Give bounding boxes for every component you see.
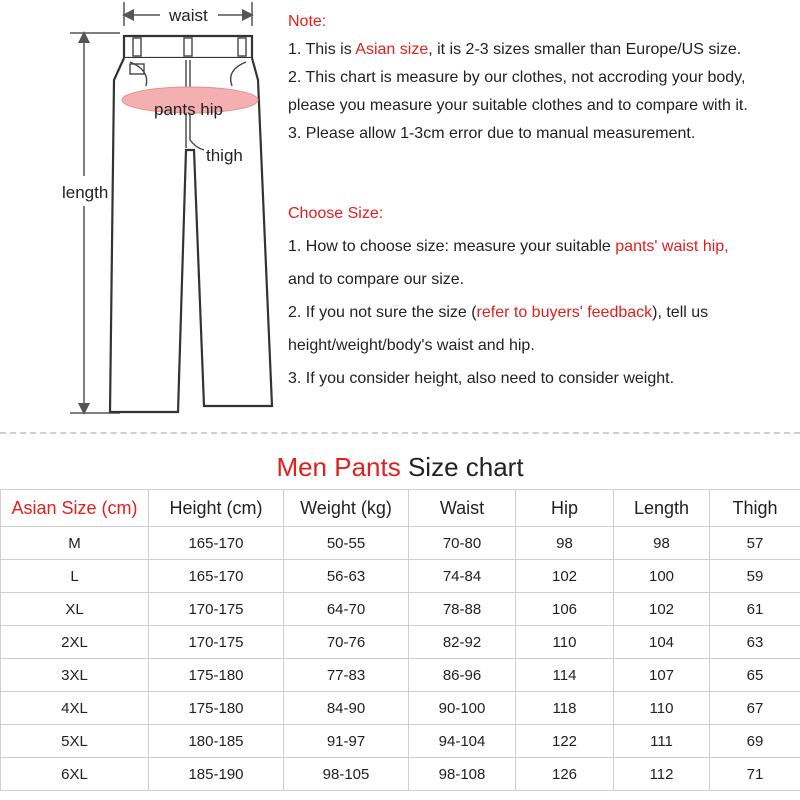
choose-line-1-highlight: pants' waist hip, — [615, 238, 729, 255]
note-line-1-text: 1. This is — [288, 41, 356, 58]
table-row — [1, 758, 800, 791]
table-cell: 69 — [710, 725, 800, 758]
table-cell: 102 — [516, 560, 614, 593]
note-title: Note: — [288, 13, 327, 30]
table-cell: 107 — [614, 659, 710, 692]
table-cell: 3XL — [1, 659, 149, 692]
header-cell: Length — [614, 490, 710, 527]
table-row — [1, 626, 800, 659]
note-line-2: 2. This chart is measure by our clothes, not accroding your body, — [288, 69, 746, 86]
table-cell: 64-70 — [284, 593, 409, 626]
table-cell: 82-92 — [409, 626, 516, 659]
section-divider — [0, 432, 800, 434]
header-cell: Asian Size (cm) — [1, 490, 149, 527]
note-line-1 — [288, 42, 741, 58]
table-cell: 170-175 — [149, 593, 284, 626]
size-chart-table — [0, 489, 800, 791]
pants-hip-label: pants hip — [154, 100, 223, 119]
choose-line-1-text: 1. How to choose size: measure your suitable — [288, 238, 616, 255]
table-row — [1, 527, 800, 560]
table-row — [1, 725, 800, 758]
table-cell: 57 — [710, 527, 800, 560]
table-cell: 106 — [516, 593, 614, 626]
table-cell: 50-55 — [284, 527, 409, 560]
table-cell: 78-88 — [409, 593, 516, 626]
pants-diagram — [0, 0, 280, 430]
table-title — [0, 452, 800, 483]
header-cell: Height (cm) — [149, 490, 284, 527]
waist-label: waist — [169, 6, 208, 25]
table-cell: 94-104 — [409, 725, 516, 758]
table-cell: 67 — [710, 692, 800, 725]
table-cell: 86-96 — [409, 659, 516, 692]
header-cell: Hip — [516, 490, 614, 527]
table-row — [1, 692, 800, 725]
table-cell: 98-108 — [409, 758, 516, 791]
table-cell: 5XL — [1, 725, 149, 758]
choose-line-3 — [288, 305, 708, 321]
table-cell: 59 — [710, 560, 800, 593]
choose-line-3-highlight: refer to buyers' feedback — [476, 304, 653, 321]
choose-line-4: height/weight/body's waist and hip. — [288, 337, 535, 354]
table-cell: 4XL — [1, 692, 149, 725]
table-cell: 63 — [710, 626, 800, 659]
table-cell: 70-80 — [409, 527, 516, 560]
table-cell: 61 — [710, 593, 800, 626]
table-cell: 118 — [516, 692, 614, 725]
table-cell: 165-170 — [149, 527, 284, 560]
table-cell: 70-76 — [284, 626, 409, 659]
table-cell: 90-100 — [409, 692, 516, 725]
table-header-row — [1, 490, 800, 527]
table-cell: 110 — [516, 626, 614, 659]
table-cell: M — [1, 527, 149, 560]
table-cell: 170-175 — [149, 626, 284, 659]
table-cell: 71 — [710, 758, 800, 791]
table-row — [1, 659, 800, 692]
choose-line-5: 3. If you consider height, also need to consider weight. — [288, 370, 675, 387]
table-cell: 100 — [614, 560, 710, 593]
table-cell: 126 — [516, 758, 614, 791]
length-label: length — [62, 183, 109, 202]
table-cell: 112 — [614, 758, 710, 791]
table-cell: L — [1, 560, 149, 593]
pants-outline-graphic — [0, 0, 280, 430]
table-cell: 104 — [614, 626, 710, 659]
note-line-1-highlight: Asian size — [355, 41, 429, 58]
table-cell: 122 — [516, 725, 614, 758]
table-cell: 84-90 — [284, 692, 409, 725]
header-cell: Waist — [409, 490, 516, 527]
table-cell: 2XL — [1, 626, 149, 659]
table-cell: 98-105 — [284, 758, 409, 791]
thigh-label: thigh — [206, 146, 243, 165]
choose-line-2: and to compare our size. — [288, 271, 465, 288]
note-line-1-text-end: , it is 2-3 sizes smaller than Europe/US size. — [428, 41, 742, 58]
table-cell: 180-185 — [149, 725, 284, 758]
table-cell: 98 — [614, 527, 710, 560]
table-cell: 175-180 — [149, 692, 284, 725]
note-line-3: please you measure your suitable clothes and to compare with it. — [288, 97, 748, 114]
choose-line-3-text: 2. If you not sure the size ( — [288, 304, 477, 321]
table-cell: 98 — [516, 527, 614, 560]
table-cell: 91-97 — [284, 725, 409, 758]
table-cell: 185-190 — [149, 758, 284, 791]
choose-line-3-text-end: ), tell us — [652, 304, 709, 321]
choose-line-1 — [288, 239, 729, 255]
header-cell: Thigh — [710, 490, 800, 527]
header-cell: Weight (kg) — [284, 490, 409, 527]
table-cell: 74-84 — [409, 560, 516, 593]
table-cell: 77-83 — [284, 659, 409, 692]
table-row — [1, 593, 800, 626]
table-cell: 165-170 — [149, 560, 284, 593]
table-cell: 114 — [516, 659, 614, 692]
table-title-black: Size chart — [400, 452, 524, 482]
table-cell: 111 — [614, 725, 710, 758]
table-cell: 6XL — [1, 758, 149, 791]
table-cell: 56-63 — [284, 560, 409, 593]
choose-size-title: Choose Size: — [288, 205, 384, 222]
table-cell: 110 — [614, 692, 710, 725]
table-cell: 65 — [710, 659, 800, 692]
table-title-red: Men Pants — [276, 452, 401, 482]
table-cell: 175-180 — [149, 659, 284, 692]
table-row — [1, 560, 800, 593]
table-cell: XL — [1, 593, 149, 626]
table-cell: 102 — [614, 593, 710, 626]
note-line-4: 3. Please allow 1-3cm error due to manual measurement. — [288, 125, 696, 142]
